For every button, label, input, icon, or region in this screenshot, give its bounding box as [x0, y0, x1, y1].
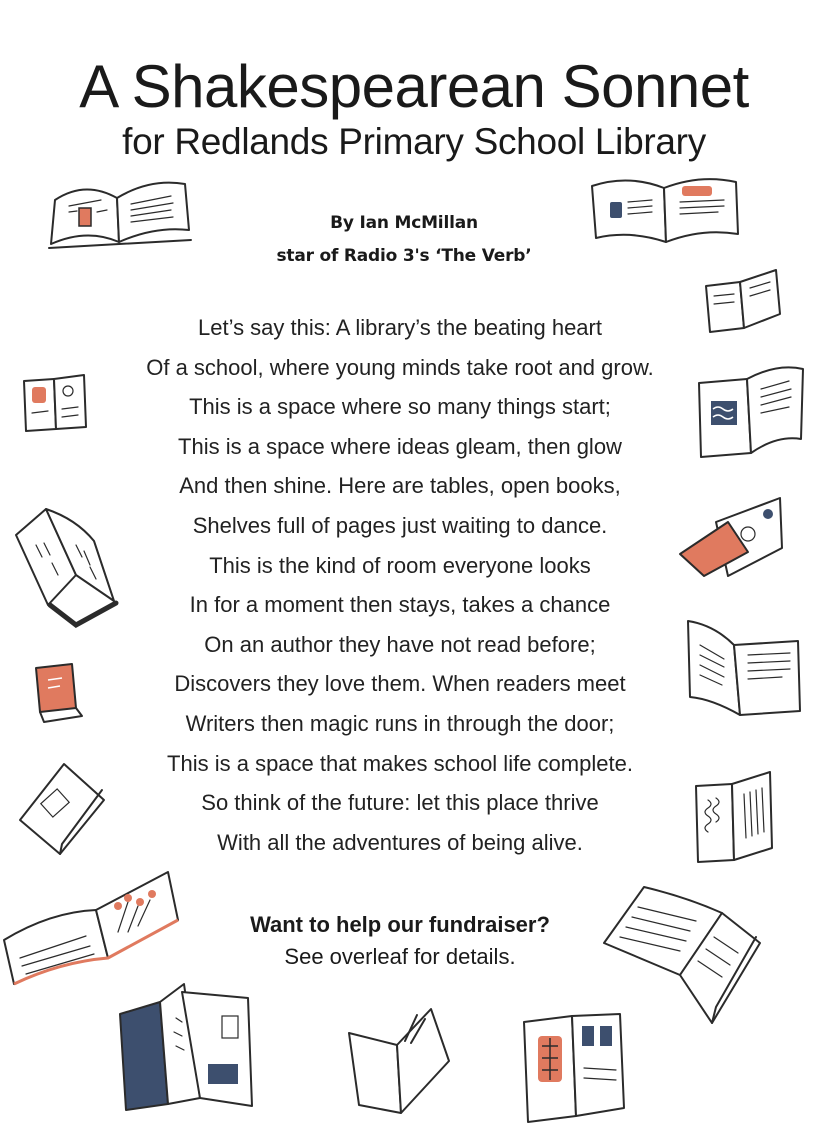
poem-line: This is the kind of room everyone looks — [209, 552, 591, 578]
closed-book-icon — [26, 660, 90, 726]
open-book-icon — [10, 505, 120, 630]
poem-line: And then shine. Here are tables, open books, — [179, 473, 621, 499]
poem-line: In for a moment then stays, takes a chance — [189, 592, 611, 618]
sonnet — [0, 308, 800, 862]
poem-line: So think of the future: let this place thrive — [201, 790, 599, 816]
open-book-icon — [20, 373, 92, 438]
standing-book-icon — [345, 1005, 457, 1117]
poem-line: On an author they have not read before; — [204, 631, 596, 657]
poem-line: This is a space where ideas gleam, then glow — [178, 433, 622, 459]
open-book-icon — [112, 978, 257, 1118]
open-book-icon — [45, 170, 195, 255]
page-title: A Shakespearean Sonnet — [79, 53, 749, 120]
page-subtitle: for Redlands Primary School Library — [122, 121, 706, 162]
closed-book-icon — [14, 760, 109, 858]
fundraiser-text: See overleaf for details. — [284, 944, 516, 969]
poem-line: This is a space that makes school life complete. — [167, 750, 633, 776]
poem-line: Of a school, where young minds take root and grow. — [146, 354, 654, 380]
poem-line: Shelves full of pages just waiting to dance. — [192, 512, 608, 538]
closed-book-icon — [676, 492, 788, 580]
poem-line: Writers then magic runs in through the door; — [185, 710, 615, 736]
open-book-icon — [692, 768, 776, 864]
open-book-icon — [700, 266, 785, 336]
open-book-icon — [600, 883, 765, 1028]
poem-line: This is a space where so many things start; — [189, 394, 611, 420]
poem-line: With all the adventures of being alive. — [217, 829, 583, 855]
author-credit: star of Radio 3's ‘The Verb’ — [276, 246, 532, 266]
author-line: By Ian McMillan — [330, 213, 478, 233]
fundraiser-heading: Want to help our fundraiser? — [250, 912, 550, 937]
open-book-icon — [693, 365, 808, 460]
open-book-icon — [682, 615, 804, 720]
poem-line: Discovers they love them. When readers meet — [174, 671, 626, 697]
open-book-icon — [588, 172, 743, 252]
open-book-icon — [0, 866, 180, 991]
open-book-icon — [520, 1012, 630, 1124]
poem-line: Let’s say this: A library’s the beating heart — [198, 315, 602, 340]
